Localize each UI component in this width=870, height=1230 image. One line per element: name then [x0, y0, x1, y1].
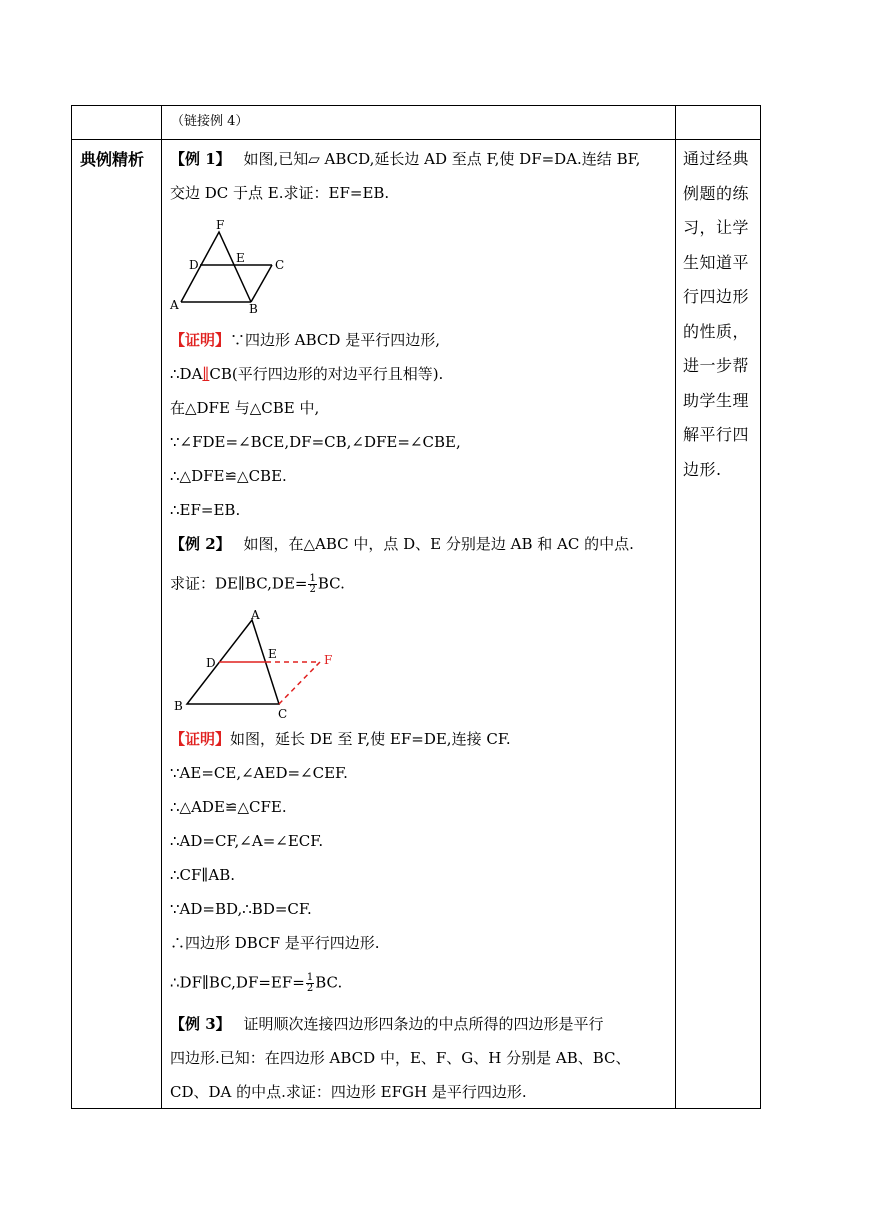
- example3-line1: 证明顺次连接四边形四条边的中点所得的四边形是平行: [243, 1015, 604, 1033]
- example1-statement: [170, 151, 640, 168]
- proof-line: ∵∠FDE=∠BCE,DF=CB,∠DFE=∠CBE,: [170, 433, 461, 451]
- proof-last-post: BC.: [315, 973, 343, 992]
- proof-line: 如图，延长 DE 至 F,使 EF=DE,连接 CF.: [230, 730, 511, 748]
- example2-tag: 【例 2】: [170, 535, 231, 553]
- proof-last-pre: ∴DF∥BC,DF=EF=: [170, 973, 305, 992]
- proof-da-pre: ∴DA: [170, 365, 203, 383]
- side-note-line: 例题的练: [683, 183, 750, 203]
- example2-proof-last: [170, 973, 342, 994]
- label-e: E: [236, 251, 245, 265]
- label-c: C: [278, 707, 288, 721]
- fraction-denominator: 2: [309, 584, 316, 595]
- example1-tag: 【例 1】: [170, 150, 231, 168]
- example2-figure: [168, 604, 348, 722]
- proof-line: ∵AE=CE,∠AED=∠CEF.: [170, 764, 348, 782]
- side-note-line: 边形.: [683, 459, 722, 479]
- example2-line2-pre: 求证：DE∥BC,DE=: [170, 574, 308, 593]
- side-note-line: 的性质，: [683, 321, 750, 341]
- row-divider: [72, 139, 760, 140]
- example2-line2: [170, 574, 345, 595]
- example2-proof-head: [170, 731, 511, 748]
- example1-line2: 交边 DC 于点 E.求证：EF=EB.: [170, 184, 390, 202]
- fraction-numerator: 1: [306, 972, 314, 983]
- example2-line2-post: BC.: [317, 574, 345, 593]
- side-note-line: 习，让学: [683, 218, 750, 237]
- fraction-half: [308, 574, 316, 595]
- segment-fc: [279, 662, 320, 704]
- proof-line: ∴四边形 DBCF 是平行四边形.: [170, 934, 380, 952]
- fraction-denominator: 2: [306, 983, 314, 994]
- label-a: A: [251, 608, 260, 622]
- proof-line: 在△DFE 与△CBE 中,: [170, 399, 320, 417]
- parallel-equal-symbol: ∥: [202, 365, 210, 383]
- example3-statement: [170, 1016, 603, 1033]
- side-note: [683, 142, 755, 487]
- fraction-numerator: 1: [309, 573, 316, 584]
- link-note: （链接例 4）: [171, 114, 249, 129]
- example1-line1: 如图,已知▱ ABCD,延长边 AD 至点 F,使 DF=DA.连结 BF,: [243, 150, 641, 168]
- label-f: F: [216, 218, 225, 232]
- proof-line: ∴△DFE≌△CBE.: [170, 467, 287, 485]
- label-b: B: [174, 699, 183, 713]
- example2-line1: 如图，在△ABC 中，点 D、E 分别是边 AB 和 AC 的中点.: [243, 535, 634, 553]
- fraction-half: [306, 973, 314, 994]
- proof-line: ∵四边形 ABCD 是平行四边形,: [230, 331, 440, 349]
- proof-line: ∵AD=BD,∴BD=CF.: [170, 900, 312, 918]
- side-note-line: 进一步帮: [683, 356, 750, 375]
- proof-line: ∴CF∥AB.: [170, 866, 235, 884]
- example1-proof-da: [170, 366, 443, 383]
- example3-line2: 四边形.已知：在四边形 ABCD 中，E、F、G、H 分别是 AB、BC、: [170, 1049, 631, 1067]
- proof-line: ∴AD=CF,∠A=∠ECF.: [170, 832, 324, 850]
- side-note-line: 解平行四: [683, 425, 750, 444]
- proof-tag: 【证明】: [170, 331, 231, 349]
- column-divider: [675, 106, 676, 1108]
- label-d: D: [206, 656, 216, 670]
- proof-da-post: CB(平行四边形的对边平行且相等).: [209, 365, 444, 383]
- example3-line3: CD、DA 的中点.求证：四边形 EFGH 是平行四边形.: [170, 1083, 527, 1101]
- example3-tag: 【例 3】: [170, 1015, 231, 1033]
- side-note-line: 通过经典: [683, 149, 750, 168]
- label-d: D: [189, 258, 199, 272]
- side-cb: [251, 265, 272, 302]
- proof-line: ∴EF=EB.: [170, 501, 241, 519]
- label-a: A: [170, 298, 179, 312]
- side-note-line: 行四边形: [683, 287, 750, 306]
- example2-statement: [170, 536, 634, 553]
- label-e: E: [268, 647, 277, 661]
- example1-proof-head: [170, 332, 440, 349]
- proof-tag: 【证明】: [170, 730, 231, 748]
- column-divider: [161, 106, 162, 1108]
- example1-figure: [165, 212, 295, 317]
- side-note-line: 助学生理: [683, 390, 750, 410]
- proof-line: ∴△ADE≌△CFE.: [170, 798, 287, 816]
- side-note-line: 生知道平: [683, 252, 750, 272]
- label-c: C: [275, 258, 285, 272]
- section-label: 典例精析: [80, 150, 145, 169]
- label-f: F: [324, 653, 333, 667]
- label-b: B: [249, 302, 258, 316]
